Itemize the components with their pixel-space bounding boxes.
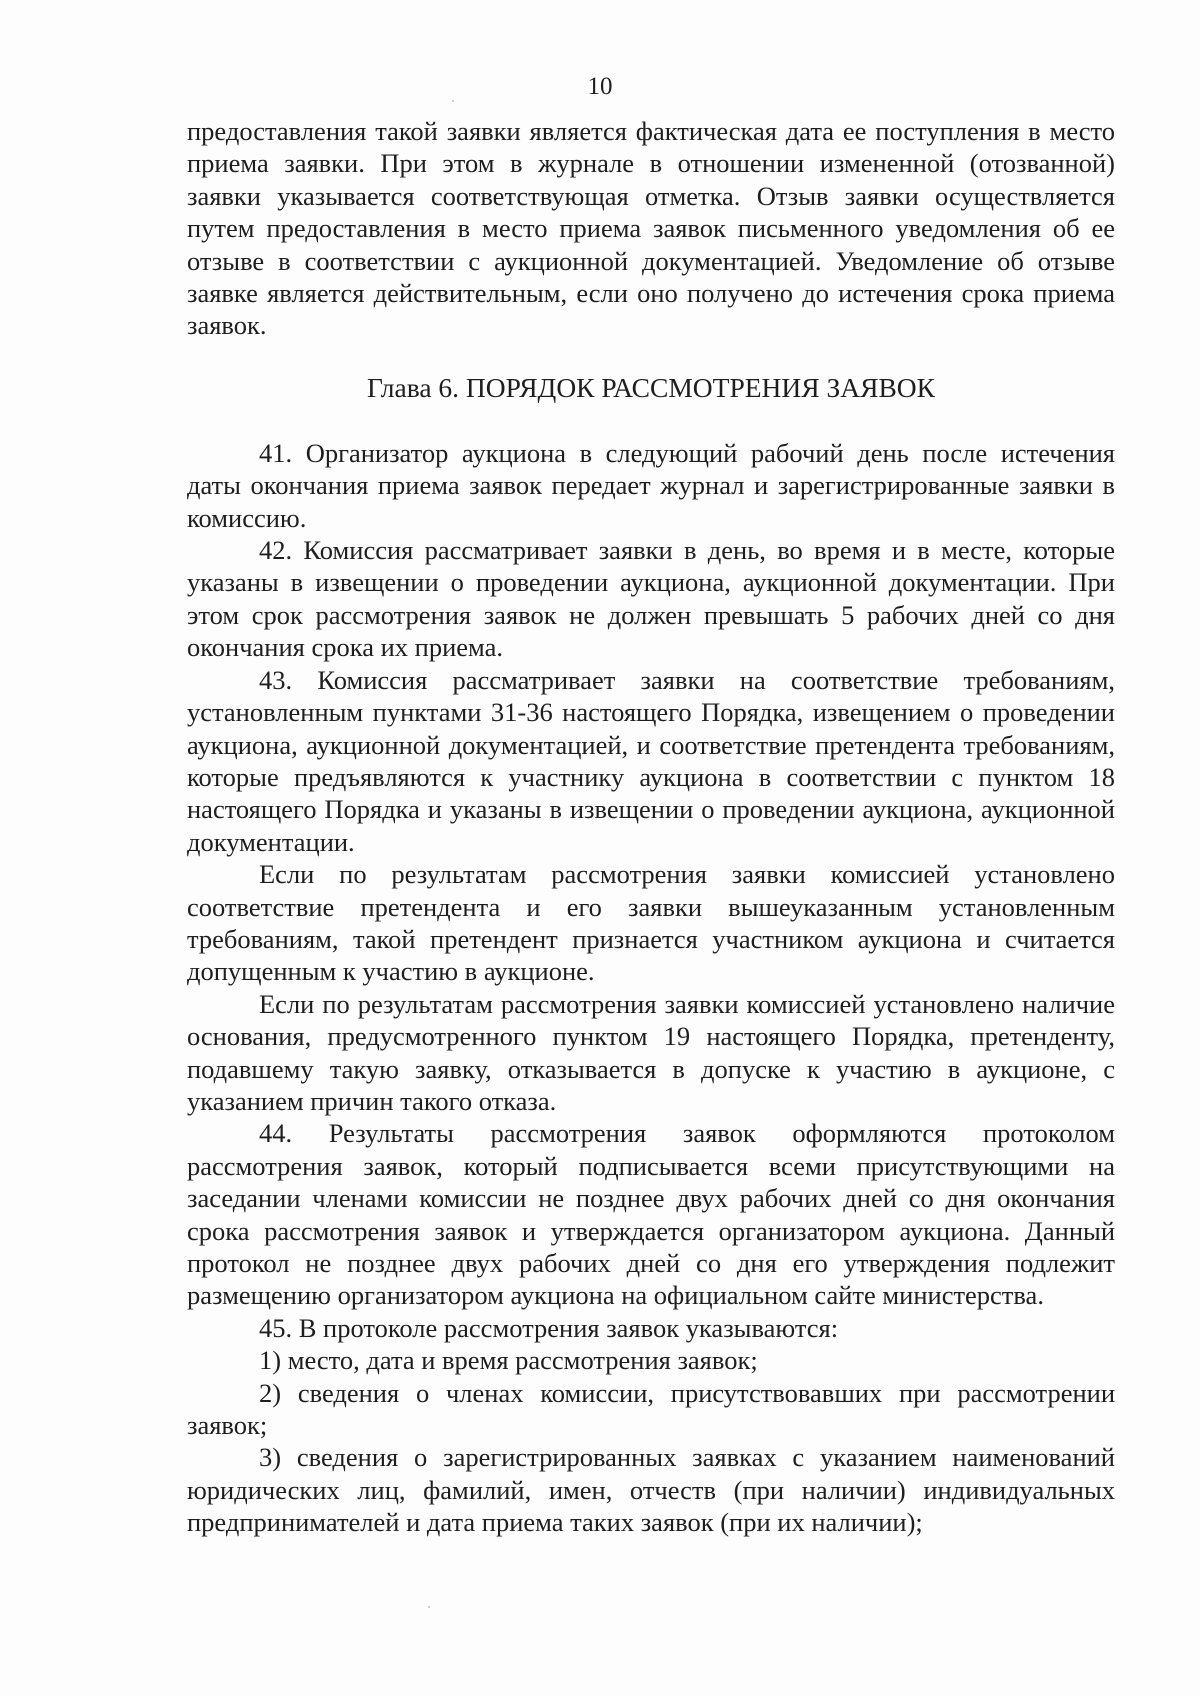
scan-speck [452,100,454,102]
paragraph-43-refusal: Если по результатам рассмотрения заявки комиссией установлено наличие основания, предусмотренного пунктом 19 настоящего Порядка, претенденту, подавшему такую заявку, отказывается в допуске к участию в аукционе, с указанием причин такого отказа. [187,988,1115,1116]
paragraph-43-admission: Если по результатам рассмотрения заявки комиссией установлено соответствие претендента и его заявки вышеуказанным установленным требованиям, такой претендент признается участником аукциона и считается допущенным к участию в аукционе. [187,859,1115,987]
list-item-2: 2) сведения о членах комиссии, присутствовавших при рассмотрении заявок; [187,1377,1115,1441]
document-body [187,115,1115,1539]
scan-speck [428,1606,430,1608]
paragraph-42: 42. Комиссия рассматривает заявки в день, во время и в месте, которые указаны в извещении о проведении аукциона, аукционной документации. При этом срок рассмотрения заявок не должен превышать 5 рабочих дней со дня окончания срока их приема. [187,535,1115,663]
paragraph-45: 45. В протоколе рассмотрения заявок указываются: [259,1312,839,1343]
paragraph-44: 44. Результаты рассмотрения заявок оформляются протоколом рассмотрения заявок, который подписывается всеми присутствующими на заседании членами комиссии не позднее двух рабочих дней со дня окончания срока рассмотрения заявок и утверждается организатором аукциона. Данный протокол не позднее двух рабочих дней со дня его утверждения подлежит размещению организатором аукциона на официальном сайте министерства. [187,1118,1115,1311]
list-item-3: 3) сведения о зарегистрированных заявках с указанием наименований юридических лиц, фамилий, имен, отчеств (при наличии) индивидуальных предпринимателей и дата приема таких заявок (при их наличии); [187,1442,1115,1538]
page-number: 10 [587,73,613,100]
intro-paragraph: предоставления такой заявки является фактическая дата ее поступления в место приема заявки. При этом в журнале в отношении измененной (отозванной) заявки указывается соответствующая отметка. Отзыв заявки осуществляется путем предоставления в место приема заявок письменного уведомления об ее отзыве в соответствии с аукционной документацией. Уведомление об отзыве заявке является действительным, если оно получено до истечения срока приема заявок. [187,116,1115,341]
list-item-1: 1) место, дата и время рассмотрения заявок; [259,1345,758,1376]
paragraph-41: 41. Организатор аукциона в следующий рабочий день после истечения даты окончания приема заявок передает журнал и зарегистрированные заявки в комиссию. [187,437,1115,533]
chapter-title: Глава 6. ПОРЯДОК РАССМОТРЕНИЯ ЗАЯВОК [366,371,936,403]
paragraph-43: 43. Комиссия рассматривает заявки на соответствие требованиям, установленным пунктами 31-36 настоящего Порядка, извещением о проведении аукциона, аукционной документацией, и соответствие претендента требованиям, которые предъявляются к участнику аукциона в соответствии с пунктом 18 настоящего Порядка и указаны в извещении о проведении аукциона, аукционной документации. [187,664,1115,857]
